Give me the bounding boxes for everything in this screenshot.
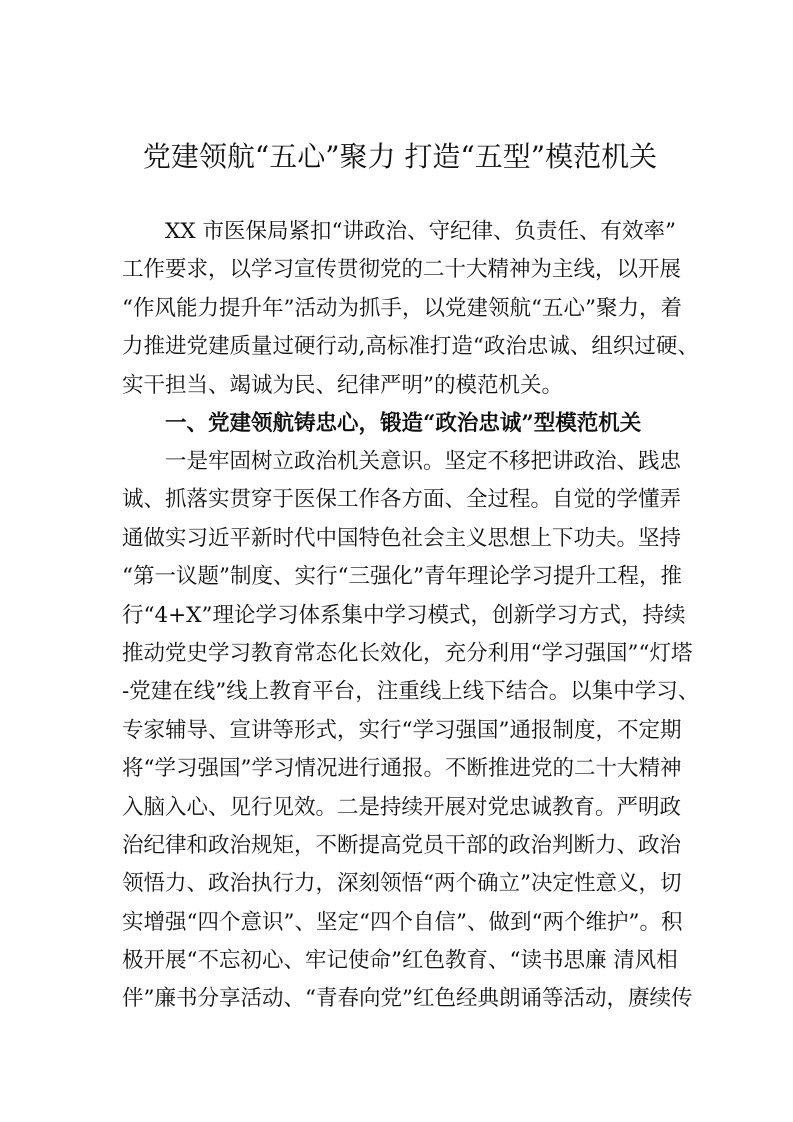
text-line: 力推进党建质量过硬行动,高标准打造“政治忠诚、组织过硬、	[122, 334, 699, 360]
text-line: 工作要求，以学习宣传贯彻党的二十大精神为主线，以开展	[122, 257, 682, 283]
text-line: 一是牢固树立政治机关意识。坚定不移把讲政治、践忠	[165, 449, 682, 474]
text-line: 诚、抓落实贯穿于医保工作各方面、全过程。自觉的学懂弄	[122, 487, 682, 513]
text-line: 推动党史学习教育常态化长效化，充分利用“学习强国”“灯塔	[122, 640, 693, 666]
text-line: “作风能力提升年”活动为抓手，以党建领航“五心”聚力，着	[122, 295, 682, 321]
text-line: 领悟力、政治执行力，深刻领悟“两个确立”决定性意义，切	[122, 871, 682, 897]
paragraph-2	[122, 443, 700, 1019]
text-line: 治纪律和政治规矩，不断提高党员干部的政治判断力、政治	[122, 832, 682, 858]
text-line: 极开展“不忘初心、牢记使命”红色教育、“读书思廉 清风相	[122, 948, 678, 974]
section-heading-1	[122, 405, 672, 443]
text-line: 实增强“四个意识”、坚定“四个自信”、做到“两个维护”。积	[122, 909, 683, 935]
text-line: 入脑入心、见行见效。二是持续开展对党忠诚教育。严明政	[122, 794, 682, 820]
text-line: 将“学习强国”学习情况进行通报。不断推进党的二十大精神	[122, 756, 682, 782]
heading-text: 一、党建领航铸忠心，锻造“政治忠诚”型模范机关	[165, 411, 642, 436]
text-line: XX 市医保局紧扣“讲政治、守纪律、负责任、有效率”	[165, 219, 676, 244]
text-line: 专家辅导、宣讲等形式，实行“学习强国”通报制度，不定期	[122, 717, 682, 743]
text-line: 行“4+X”理论学习体系集中学习模式，创新学习方式，持续	[122, 602, 686, 628]
text-line: “第一议题”制度、实行“三强化”青年理论学习提升工程，推	[122, 564, 682, 590]
document-title: 党建领航“五心”聚力 打造“五型”模范机关	[142, 140, 658, 173]
text-line: -党建在线”线上教育平台，注重线上线下结合。以集中学习、	[122, 679, 700, 705]
paragraph-1	[122, 213, 699, 405]
text-line: 通做实习近平新时代中国特色社会主义思想上下功夫。坚持	[122, 525, 682, 551]
text-line: 实干担当、竭诚为民、纪律严明”的模范机关。	[122, 372, 563, 398]
text-line: 伴”廉书分享活动、“青春向党”红色经典朗诵等活动，赓续传	[122, 986, 693, 1012]
